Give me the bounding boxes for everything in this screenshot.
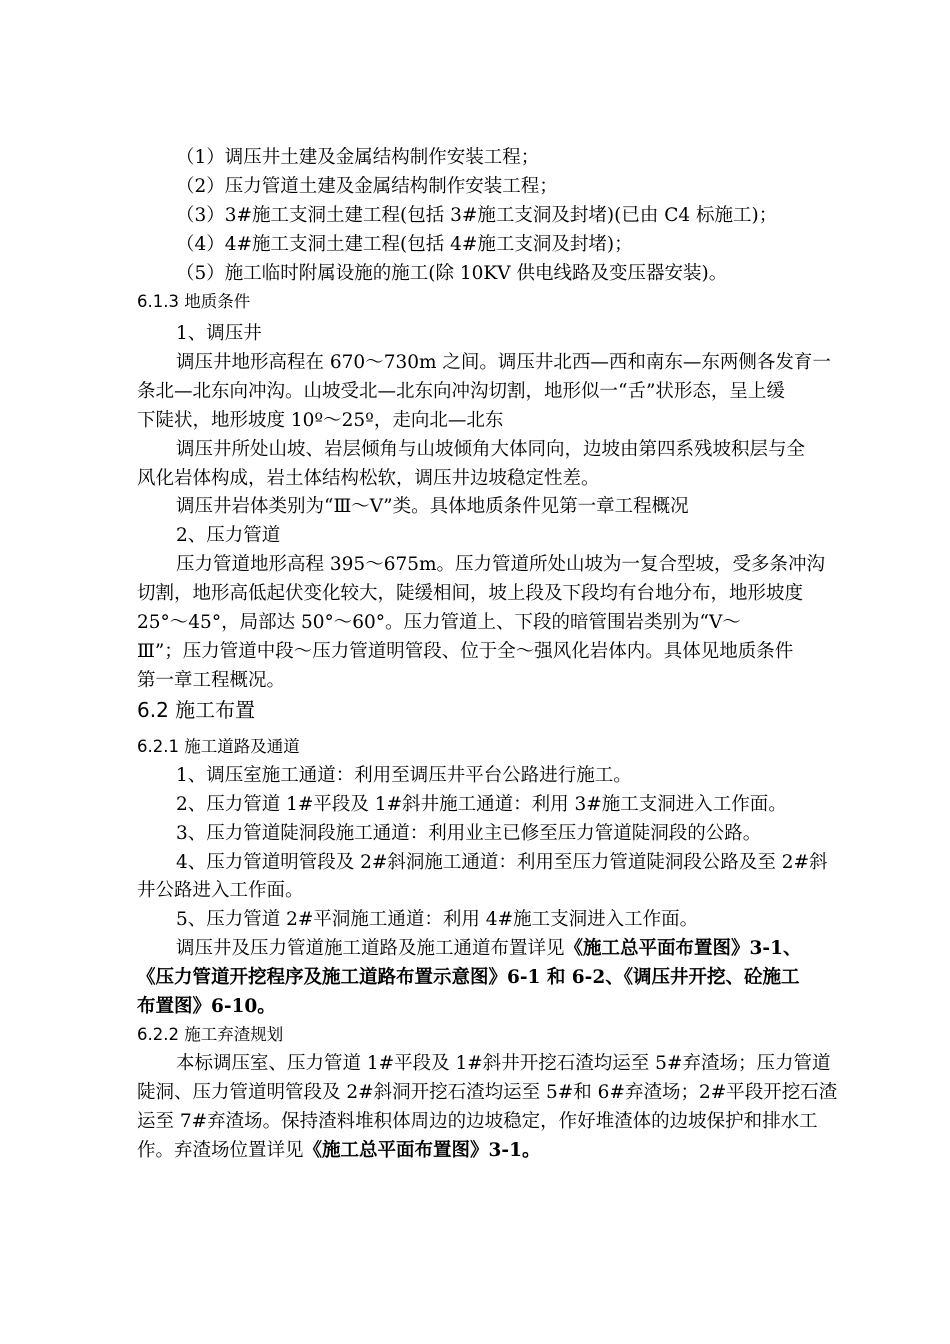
paragraph-line: 第一章工程概况。 xyxy=(137,670,286,691)
list-item: 3、压力管道陡洞段施工通道：利用业主已修至压力管道陡洞段的公路。 xyxy=(176,823,762,844)
drawing-reference: 《施工总平面布置图》3-1、 xyxy=(564,938,802,959)
subheading-surge-well: 1、调压井 xyxy=(176,323,262,344)
section-heading-6-2-2: 6.2.2 施工弃渣规划 xyxy=(137,1025,284,1044)
paragraph-line: 调压井所处山坡、岩层倾角与山坡倾角大体同向，边坡由第四系残坡积层与全 xyxy=(176,439,806,460)
subheading-penstock: 2、压力管道 xyxy=(176,525,281,546)
list-item: 2、压力管道 1#平段及 1#斜井施工通道：利用 3#施工支洞进入工作面。 xyxy=(176,794,787,815)
list-item: （5）施工临时附属设施的施工(除 10KV 供电线路及变压器安装)。 xyxy=(176,263,728,284)
paragraph-text: 作。弃渣场位置详见 xyxy=(137,1140,304,1161)
paragraph-line: 条北—北东向冲沟。山坡受北—北东向冲沟切割，地形似一“舌”状形态，呈上缓 xyxy=(137,381,785,402)
paragraph-line: 本标调压室、压力管道 1#平段及 1#斜井开挖石渣均运至 5#弃渣场；压力管道 xyxy=(176,1053,831,1074)
drawing-reference: 布置图》6-10。 xyxy=(137,996,276,1017)
paragraph-line: 切割，地形高低起伏变化较大，陡缓相间，坡上段及下段均有台地分布，地形坡度 xyxy=(137,583,804,604)
section-heading-6-2: 6.2 施工布置 xyxy=(137,698,256,722)
paragraph-line xyxy=(137,1137,540,1165)
section-heading-6-1-3: 6.1.3 地质条件 xyxy=(137,292,251,311)
list-item: 1、调压室施工通道：利用至调压井平台公路进行施工。 xyxy=(176,765,632,786)
list-item: （2）压力管道土建及金属结构制作安装工程； xyxy=(176,176,558,197)
drawing-reference: 《施工总平面布置图》3-1。 xyxy=(303,1140,541,1161)
drawing-reference: 《压力管道开挖程序及施工道路布置示意图》6-1 和 6-2、《调压井开挖、砼施工 xyxy=(137,967,800,988)
paragraph-line: 25°～45°，局部达 50°～60°。压力管道上、下段的暗管围岩类别为“Ⅴ～ xyxy=(137,612,741,633)
paragraph-line: 运至 7#弃渣场。保持渣料堆积体周边的边坡稳定，作好堆渣体的边坡保护和排水工 xyxy=(137,1111,818,1132)
paragraph-line: 调压井岩体类别为“Ⅲ～Ⅴ”类。具体地质条件见第一章工程概况 xyxy=(176,496,689,517)
paragraph-line: 陡洞、压力管道明管段及 2#斜洞开挖石渣均运至 5#和 6#弃渣场；2#平段开挖石渣 xyxy=(137,1082,838,1103)
list-item: 井公路进入工作面。 xyxy=(137,880,304,901)
list-item: （4）4#施工支洞土建工程(包括 4#施工支洞及封堵)； xyxy=(176,234,633,255)
list-item: （3）3#施工支洞土建工程(包括 3#施工支洞及封堵)(已由 C4 标施工)； xyxy=(176,205,778,226)
paragraph-line: 压力管道地形高程 395～675m。压力管道所处山坡为一复合型坡，受多条冲沟 xyxy=(176,554,826,575)
list-item: 5、压力管道 2#平洞施工通道：利用 4#施工支洞进入工作面。 xyxy=(176,909,699,930)
paragraph-line: Ⅲ”；压力管道中段～压力管道明管段、位于全～强风化岩体内。具体见地质条件 xyxy=(137,641,794,662)
paragraph-line xyxy=(176,935,801,963)
list-item: （1）调压井土建及金属结构制作安装工程； xyxy=(176,147,540,168)
list-item: 4、压力管道明管段及 2#斜洞施工通道：利用至压力管道陡洞段公路及至 2#斜 xyxy=(176,852,828,873)
paragraph-text: 调压井及压力管道施工道路及施工通道布置详见 xyxy=(176,938,565,959)
paragraph-line: 下陡状，地形坡度 10º～25º，走向北—北东 xyxy=(137,410,504,431)
section-heading-6-2-1: 6.2.1 施工道路及通道 xyxy=(137,737,300,756)
paragraph-line: 调压井地形高程在 670～730m 之间。调压井北西—西和南东—东两侧各发育一 xyxy=(176,352,831,373)
paragraph-line: 风化岩体构成，岩土体结构松软，调压井边坡稳定性差。 xyxy=(137,468,600,489)
